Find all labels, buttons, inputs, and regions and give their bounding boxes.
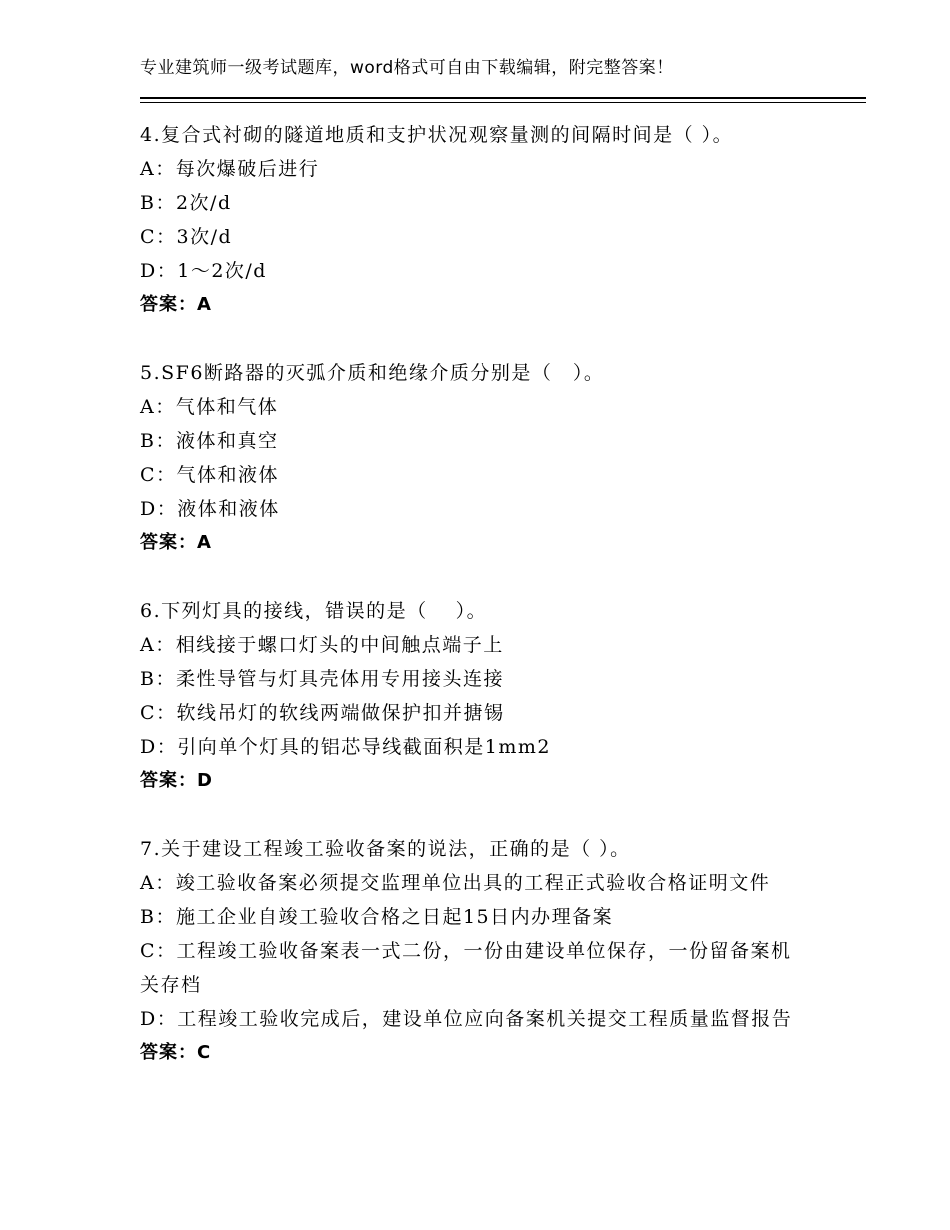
option-a: A：气体和气体 (140, 396, 279, 418)
answer-label: 答案：A (140, 532, 212, 553)
question-spacer (140, 322, 810, 356)
option-b: B：柔性导管与灯具壳体用专用接头连接 (140, 668, 504, 690)
option-c: C：气体和液体 (140, 464, 280, 486)
option-c: C：软线吊灯的软线两端做保护扣并搪锡 (140, 702, 505, 724)
question-list (140, 118, 810, 1070)
option-d: D：引向单个灯具的铝芯导线截面积是1mm2 (140, 736, 551, 758)
page-header: 专业建筑师一级考试题库，word格式可自由下载编辑，附完整答案！ (140, 58, 674, 78)
option-a: A：竣工验收备案必须提交监理单位出具的工程正式验收合格证明文件 (140, 872, 771, 894)
option-a: A：相线接于螺口灯头的中间触点端子上 (140, 634, 504, 656)
option-a: A：每次爆破后进行 (140, 158, 320, 180)
question-stem: 6.下列灯具的接线，错误的是（ ）。 (140, 600, 488, 622)
question-stem: 4.复合式衬砌的隧道地质和支护状况观察量测的间隔时间是（ ）。 (140, 124, 734, 146)
question-spacer (140, 560, 810, 594)
option-c: C：3次/d (140, 226, 233, 248)
header-rule-thick (140, 97, 866, 99)
option-b: B：液体和真空 (140, 430, 279, 452)
answer-label: 答案：C (140, 1042, 212, 1063)
option-d: D：工程竣工验收完成后，建设单位应向备案机关提交工程质量监督报告 (140, 1008, 793, 1030)
option-d: D：液体和液体 (140, 498, 280, 520)
question-7 (140, 832, 810, 1070)
question-5 (140, 356, 810, 560)
answer-label: 答案：A (140, 294, 212, 315)
header-rule-thin (140, 102, 866, 103)
question-stem: 7.关于建设工程竣工验收备案的说法，正确的是（ ）。 (140, 838, 631, 860)
option-b: B：施工企业自竣工验收合格之日起15日内办理备案 (140, 906, 614, 928)
option-b: B：2次/d (140, 192, 232, 214)
question-4 (140, 118, 810, 322)
option-c: C：工程竣工验收备案表一式二份，一份由建设单位保存，一份留备案机关存档 (140, 940, 792, 996)
question-stem: 5.SF6断路器的灭弧介质和绝缘介质分别是（ ）。 (140, 362, 605, 384)
option-d: D：1～2次/d (140, 260, 267, 282)
question-spacer (140, 798, 810, 832)
question-6 (140, 594, 810, 798)
answer-label: 答案：D (140, 770, 213, 791)
